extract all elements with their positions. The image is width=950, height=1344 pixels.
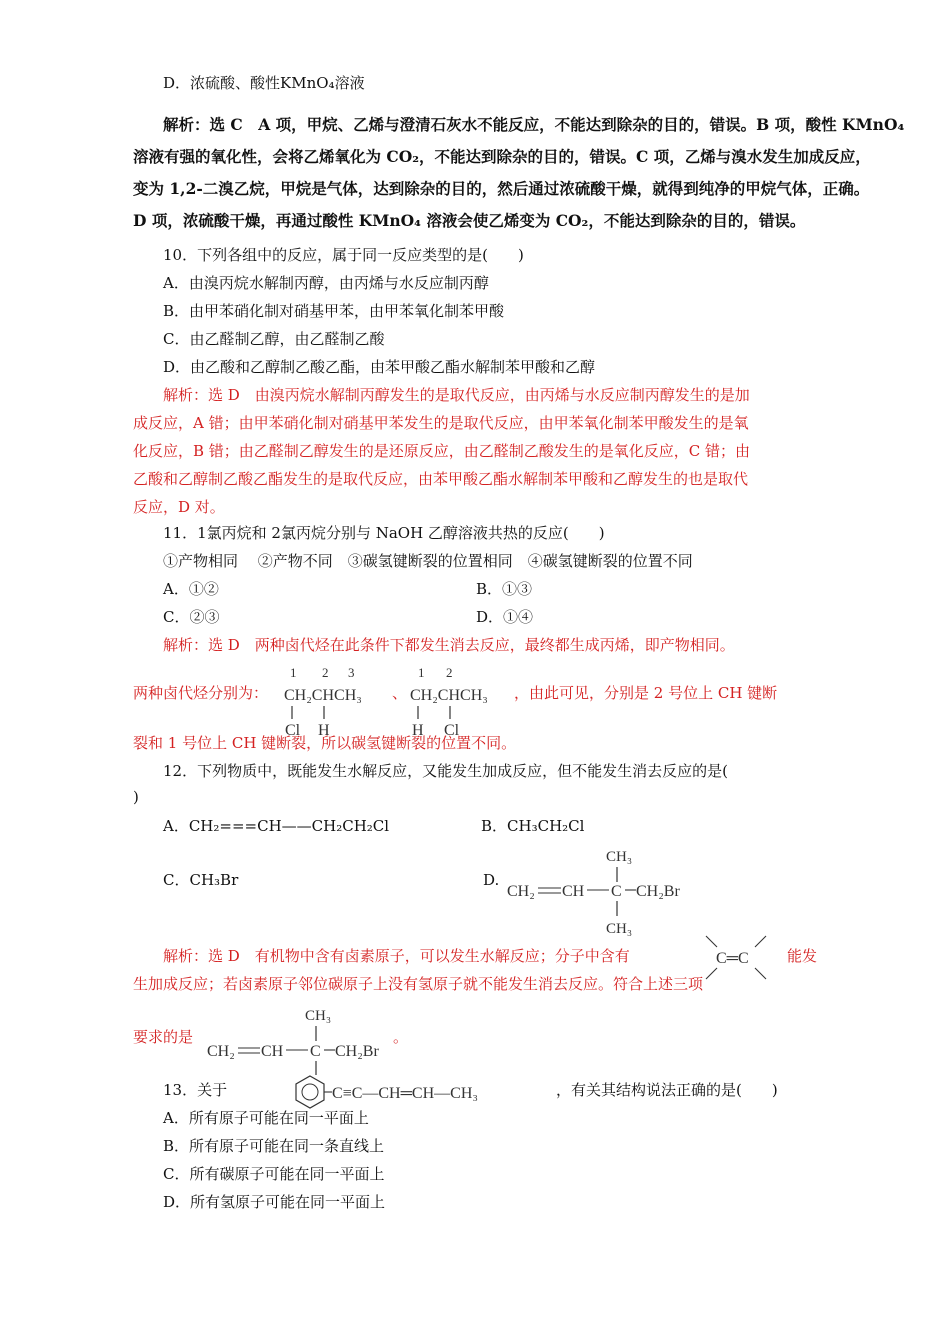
q11-analysis-line-3: 裂和 1 号位上 CH 键断裂，所以碳氢键断裂的位置不同。 [133,734,517,752]
chain-c: C [611,883,622,900]
q9-option-d: D．浓硫酸、酸性KMnO₄溶液 [163,74,365,92]
q11-option-b: B．①③ [476,580,533,598]
q11-analysis-separator: 、 [392,684,408,702]
carbon-number-2: 2 [322,665,329,680]
q12-analysis-line-1a: 解析：选 D 有机物中含有卤素原子，可以发生水解反应；分子中含有 [163,947,630,965]
substituent-cl: Cl [285,722,301,739]
chain-ch2: CH₂ [207,1043,235,1060]
q13-option-c: C．所有碳原子可能在同一平面上 [163,1165,385,1183]
q11-analysis-line-2a: 两种卤代烃分别为： [133,684,269,702]
methyl-bottom: CH₃ [606,921,633,937]
chain-c: C [310,1043,321,1060]
chain-ch2: CH₂ [507,883,535,900]
substituent-h: H [412,722,424,739]
chain-ch2br: CH₂Br [636,883,680,900]
q12-option-a: A．CH₂===CH——CH₂CH₂Cl [163,817,390,835]
q10-analysis-line-2: 成反应，A 错；由甲苯硝化制对硝基甲苯发生的是取代反应，由甲苯氧化制苯甲酸发生的是氧 [133,414,749,432]
formula-main-chain: CH₂CHCH₃ [410,687,488,704]
q10-stem: 10．下列各组中的反应，属于同一反应类型的是( ) [163,246,524,264]
substituent-cl: Cl [444,722,460,739]
q11-stem: 11．1氯丙烷和 2氯丙烷分别与 NaOH 乙醇溶液共热的反应( ) [163,524,605,542]
q13-option-a: A．所有原子可能在同一平面上 [163,1109,369,1127]
substituent-h: H [318,722,330,739]
benzene-ring-icon [296,1076,324,1108]
q10-analysis-line-4: 乙酸和乙醇制乙酸乙酯发生的是取代反应，由苯甲酸乙酯水解制苯甲酸和乙醇发生的也是取代 [133,470,749,488]
q10-analysis-line-3: 化反应，B 错；由乙醛制乙醇发生的是还原反应，由乙醛制乙酸发生的是氧化反应，C 错；由 [133,442,751,460]
bond-line [706,968,717,979]
bond-line [706,936,717,947]
q9-analysis-line-2: 溶液有强的氧化性，会将乙烯氧化为 CO₂，不能达到除杂的目的，错误。C 项，乙烯与溴水发生加成反应， [133,147,871,166]
chain-ch2br: CH₂Br [335,1043,379,1060]
q12-option-b: B．CH₃CH₂Cl [481,817,585,835]
q12-analysis-line-3a: 要求的是 [133,1028,194,1046]
q12-stem-line-2: ) [133,788,139,806]
carbon-number-1: 1 [418,665,425,680]
q11-option-a: A．①② [163,580,219,598]
q13-stem-end: ，有关其结构说法正确的是( ) [556,1081,778,1099]
q12-option-d-label: D. [483,871,500,889]
q13-stem-start: 13．关于 [163,1081,228,1099]
q12-option-d-formula [505,844,705,948]
q13-option-d: D．所有氢原子可能在同一平面上 [163,1193,386,1211]
q11-items: ①产物相同 ②产物不同 ③碳氢键断裂的位置相同 ④碳氢键断裂的位置不同 [163,552,693,570]
q11-option-d: D．①④ [476,608,534,626]
bond-line [755,968,766,979]
q9-analysis-line-1: 解析：选 C A 项，甲烷、乙烯与澄清石灰水不能反应，不能达到除杂的目的，错误。B 项，酸性 KMnO₄ [163,115,905,134]
q12-analysis-line-2: 生加成反应；若卤素原子邻位碳原子上没有氢原子就不能发生消去反应。符合上述三项 [133,975,704,993]
q12-stem-line-1: 12．下列物质中，既能发生水解反应，又能发生加成反应，但不能发生消去反应的是( [163,762,728,780]
q10-option-c: C．由乙醛制乙醇，由乙醛制乙酸 [163,330,385,348]
molecule-chain: C≡C—CH═CH—CH₃ [332,1085,478,1102]
formula-main-chain: CH₂CHCH₃ [284,687,362,704]
q10-analysis-line-1: 解析：选 D 由溴丙烷水解制丙醇发生的是取代反应，由丙烯与水反应制丙醇发生的是加 [163,386,750,404]
q11-option-c: C．②③ [163,608,220,626]
q12-double-bond-structure [700,932,780,988]
q13-option-b: B．所有原子可能在同一条直线上 [163,1137,385,1155]
carbon-number-2: 2 [446,665,453,680]
methyl-top: CH₃ [305,1008,332,1024]
q11-analysis-line-1: 解析：选 D 两种卤代烃在此条件下都发生消去反应，最终都生成丙烯，即产物相同。 [163,636,735,654]
q9-analysis-line-4: D 项，浓硫酸干燥，再通过酸性 KMnO₄ 溶液会使乙烯变为 CO₂，不能达到除杂的目的，错误。 [133,211,806,230]
bond-line [755,936,766,947]
carbon-number-1: 1 [290,665,297,680]
aromatic-circle [302,1084,318,1100]
q10-analysis-line-5: 反应，D 对。 [133,498,225,516]
methyl-top: CH₃ [606,849,633,865]
q10-option-a: A．由溴丙烷水解制丙醇，由丙烯与水反应制丙醇 [163,274,489,292]
q12-option-c: C．CH₃Br [163,871,239,889]
q9-analysis-line-3: 变为 1,2-二溴乙烷，甲烷是气体，达到除杂的目的，然后通过浓硫酸干燥，就得到纯净的甲烷气体，正确。 [133,179,870,198]
q12-analysis-line-1b: 能发 [787,947,818,965]
q12-analysis-line-3b: 。 [393,1028,409,1046]
double-bond-formula: C═C [716,950,749,967]
q11-analysis-line-2c: ，由此可见，分别是 2 号位上 CH 键断 [514,684,778,702]
q10-option-d: D．由乙酸和乙醇制乙酸乙酯，由苯甲酸乙酯水解制苯甲酸和乙醇 [163,358,596,376]
carbon-number-3: 3 [348,665,355,680]
chain-ch: CH [261,1043,284,1060]
chain-ch: CH [562,883,585,900]
q10-option-b: B．由甲苯硝化制对硝基甲苯，由甲苯氧化制苯甲酸 [163,302,505,320]
